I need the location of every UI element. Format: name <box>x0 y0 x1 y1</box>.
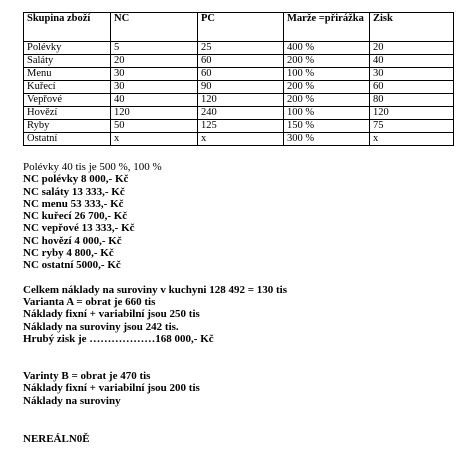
nc-line: NC ryby 4 800,- Kč <box>23 247 114 260</box>
table-cell: 50 <box>111 120 198 133</box>
header-cell: Skupina zboží <box>24 13 111 42</box>
table-cell: Polévky <box>24 42 111 55</box>
table-row <box>24 107 454 120</box>
notes-block <box>23 161 453 445</box>
table-cell: 60 <box>370 81 454 94</box>
header-cell: Marže =přirážka <box>284 13 370 42</box>
table-cell: 40 <box>370 55 454 68</box>
table-cell: Ostatní <box>24 133 111 146</box>
table-cell: 120 <box>370 107 454 120</box>
table-row <box>24 42 454 55</box>
table-cell: 25 <box>198 42 284 55</box>
table-cell: 400 % <box>284 42 370 55</box>
variant-a-line: Hrubý zisk je ………………168 000,- Kč <box>23 332 214 345</box>
table-header-row <box>24 13 454 42</box>
table-cell: 75 <box>370 120 454 133</box>
nc-line: NC vepřové 13 333,- Kč <box>23 222 135 235</box>
table-cell: Kuřecí <box>24 81 111 94</box>
variant-a-line: Celkem náklady na suroviny v kuchyni 128 492 = 130 tis <box>23 283 288 296</box>
table-cell: 200 % <box>284 55 370 68</box>
table-row <box>24 120 454 133</box>
table-cell: 120 <box>111 107 198 120</box>
table-cell: 20 <box>111 55 198 68</box>
table-cell: 240 <box>198 107 284 120</box>
table-cell: 30 <box>111 68 198 81</box>
header-cell: PC <box>198 13 284 42</box>
table-cell: 150 % <box>284 120 370 133</box>
table-cell: 125 <box>198 120 284 133</box>
table-cell: x <box>198 133 284 146</box>
variant-a-line: Náklady fixní + variabilní jsou 250 tis <box>23 308 200 321</box>
table-cell: Ryby <box>24 120 111 133</box>
cost-table <box>23 12 454 146</box>
nc-line: NC kuřecí 26 700,- Kč <box>23 210 128 223</box>
variant-a-line: Varianta A = obrat je 660 tis <box>23 295 156 308</box>
table-cell: Hovězí <box>24 107 111 120</box>
table-cell: 60 <box>198 55 284 68</box>
table-cell: 100 % <box>284 68 370 81</box>
nc-line: NC menu 53 333,- Kč <box>23 197 124 210</box>
table-cell: 20 <box>370 42 454 55</box>
table-cell: 80 <box>370 94 454 107</box>
header-cell: Zisk <box>370 13 454 42</box>
table-cell: Vepřové <box>24 94 111 107</box>
table-cell: 40 <box>111 94 198 107</box>
table-cell: x <box>370 133 454 146</box>
polevky-note: Polévky 40 tis je 500 %, 100 % <box>23 161 162 173</box>
variant-a-line: Náklady na suroviny jsou 242 tis. <box>23 320 179 333</box>
table-cell: Menu <box>24 68 111 81</box>
table-cell: 200 % <box>284 94 370 107</box>
nc-line: NC saláty 13 333,- Kč <box>23 185 125 198</box>
table-row <box>24 68 454 81</box>
table-cell: 200 % <box>284 81 370 94</box>
variant-b-line: Varinty B = obrat je 470 tis <box>23 370 151 383</box>
table-row <box>24 133 454 146</box>
table-cell: 120 <box>198 94 284 107</box>
variant-b-line: Náklady na suroviny <box>23 394 121 407</box>
table-cell: 60 <box>198 68 284 81</box>
table-row <box>24 94 454 107</box>
header-cell: NC <box>111 13 198 42</box>
table-cell: 90 <box>198 81 284 94</box>
nc-line: NC hovězí 4 000,- Kč <box>23 234 122 247</box>
table-cell: x <box>111 133 198 146</box>
conclusion: NEREÁLN0Ě <box>23 433 90 446</box>
variant-b-line: Náklady fixní + variabilní jsou 200 tis <box>23 382 200 395</box>
table-cell: 5 <box>111 42 198 55</box>
nc-line: NC ostatní 5000,- Kč <box>23 259 121 272</box>
table-cell: 30 <box>370 68 454 81</box>
table-cell: Saláty <box>24 55 111 68</box>
table-cell: 30 <box>111 81 198 94</box>
table-cell: 100 % <box>284 107 370 120</box>
nc-line: NC polévky 8 000,- Kč <box>23 173 129 186</box>
table-cell: 300 % <box>284 133 370 146</box>
table-row <box>24 81 454 94</box>
table-row <box>24 55 454 68</box>
